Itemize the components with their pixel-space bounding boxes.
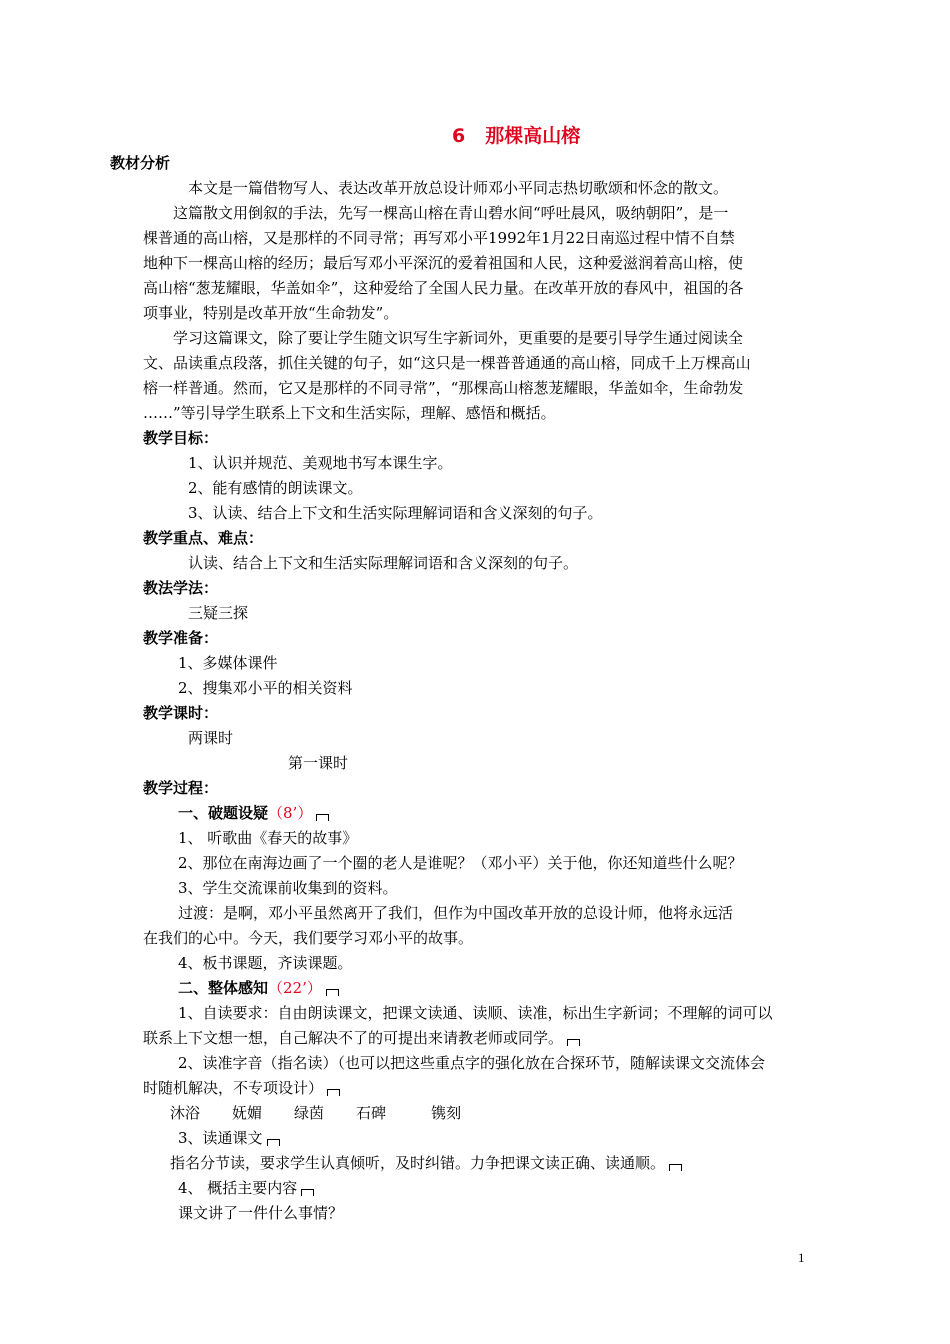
analysis-p2-l1: 这篇散文用倒叙的手法，先写一棵高山榕在青山碧水间“呼吐晨风，吸纳朝阳”，是一 [173,204,729,222]
first-period-label: 第一课时 [288,754,349,772]
paragraph-mark-icon [326,989,339,996]
analysis-p3-l1: 学习这篇课文，除了要让学生随文识写生字新词外，更重要的是要引导学生通过阅读全 [173,329,744,347]
prep-item: 2、搜集邓小平的相关资料 [178,679,353,697]
method-text: 三疑三探 [188,604,249,622]
process-line-with-mark [178,1128,280,1148]
section-1-label: 一、破题设疑 [178,804,269,822]
paragraph-mark-icon [301,1189,314,1196]
paragraph-mark-icon [327,1089,340,1096]
keypoints-heading: 教学重点、难点： [143,529,264,547]
vocab-word: 绿茵 [294,1104,325,1122]
prep-heading: 教学准备： [143,629,219,647]
process-line-with-mark [143,1078,340,1098]
analysis-p2-l3: 地种下一棵高山榕的经历；最后写邓小平深沉的爱着祖国和人民，这种爱滋润着高山榕，使 [143,254,744,272]
analysis-heading: 教材分析 [110,154,171,172]
vocab-list [170,1103,493,1123]
goal-item: 1、认识并规范、美观地书写本课生字。 [188,454,453,472]
paragraph-mark-icon [669,1164,682,1171]
process-line-text: 4、 概括主要内容 [178,1179,298,1197]
prep-item: 1、多媒体课件 [178,654,278,672]
periods-heading: 教学课时： [143,704,219,722]
analysis-p2-l4: 高山榕“葱茏耀眼，华盖如伞”，这种爱给了全国人民力量。在改革开放的春风中，祖国的各 [143,279,744,297]
section-1-heading [178,803,329,823]
paragraph-mark-icon [316,814,329,821]
analysis-p2-l2: 棵普通的高山榕，又是那样的不同寻常；再写邓小平1992年1月22日南巡过程中情不自禁 [143,229,735,247]
section-2-label: 二、整体感知 [178,979,269,997]
goal-item: 3、认读、结合上下文和生活实际理解词语和含义深刻的句子。 [188,504,603,522]
process-heading: 教学过程： [143,779,219,797]
vocab-word: 妩媚 [232,1104,263,1122]
page-number: 1 [798,1250,805,1265]
analysis-p3-l4: ……”等引导学生联系上下文和生活实际，理解、感悟和概括。 [143,404,556,422]
analysis-p3-l3: 榕一样普通。然而，它又是那样的不同寻常”，“那棵高山榕葱茏耀眼，华盖如伞，生命勃发 [143,379,744,397]
vocab-word: 镌刻 [431,1104,462,1122]
process-line: 2、那位在南海边画了一个圈的老人是谁呢？（邓小平）关于他，你还知道些什么呢？ [178,854,743,872]
analysis-p3-l2: 文、品读重点段落，抓住关键的句子，如“这只是一棵普普通通的高山榕，同成千上万棵高山 [143,354,751,372]
process-line: 1、自读要求：自由朗读课文，把课文读通、读顺、读准，标出生字新词；不理解的词可以 [178,1004,773,1022]
analysis-p2-l5: 项事业，特别是改革开放“生命勃发”。 [143,304,399,322]
process-line: 3、学生交流课前收集到的资料。 [178,879,398,897]
paragraph-mark-icon [267,1139,280,1146]
process-line: 过渡：是啊，邓小平虽然离开了我们，但作为中国改革开放的总设计师，他将永远活 [178,904,734,922]
section-2-heading [178,978,339,998]
vocab-word: 石碑 [356,1104,387,1122]
process-line: 4、板书课题，齐读课题。 [178,954,353,972]
process-line-with-mark [143,1028,580,1048]
page-title [452,126,580,146]
process-line-text: 指名分节读，要求学生认真倾听，及时纠错。力争把课文读正确、读通顺。 [170,1154,666,1172]
process-line-text: 联系上下文想一想，自己解决不了的可提出来请教老师或同学。 [143,1029,564,1047]
process-line: 1、 听歌曲《春天的故事》 [178,829,358,847]
section-2-time: （22’） [268,979,322,997]
process-line-with-mark [170,1153,682,1173]
title-number: 6 [452,125,466,147]
process-line: 课文讲了一件什么事情？ [178,1204,344,1222]
goal-item: 2、能有感情的朗读课文。 [188,479,363,497]
section-1-time: （8’） [268,804,313,822]
vocab-word: 沐浴 [170,1104,201,1122]
paragraph-mark-icon [567,1039,580,1046]
process-line: 2、读准字音（指名读）（也可以把这些重点字的强化放在合探环节，随解读课文交流体会 [178,1054,766,1072]
process-line: 在我们的心中。今天，我们要学习邓小平的故事。 [143,929,474,947]
goals-heading: 教学目标： [143,429,219,447]
title-text: 那棵高山榕 [485,125,581,147]
process-line-with-mark [178,1178,314,1198]
process-line-text: 时随机解决，不专项设计） [143,1079,324,1097]
analysis-p1: 本文是一篇借物写人、表达改革开放总设计师邓小平同志热切歌颂和怀念的散文。 [188,179,729,197]
keypoints-text: 认读、结合上下文和生活实际理解词语和含义深刻的句子。 [188,554,579,572]
periods-text: 两课时 [188,729,234,747]
process-line-text: 3、读通课文 [178,1129,263,1147]
method-heading: 教法学法： [143,579,219,597]
